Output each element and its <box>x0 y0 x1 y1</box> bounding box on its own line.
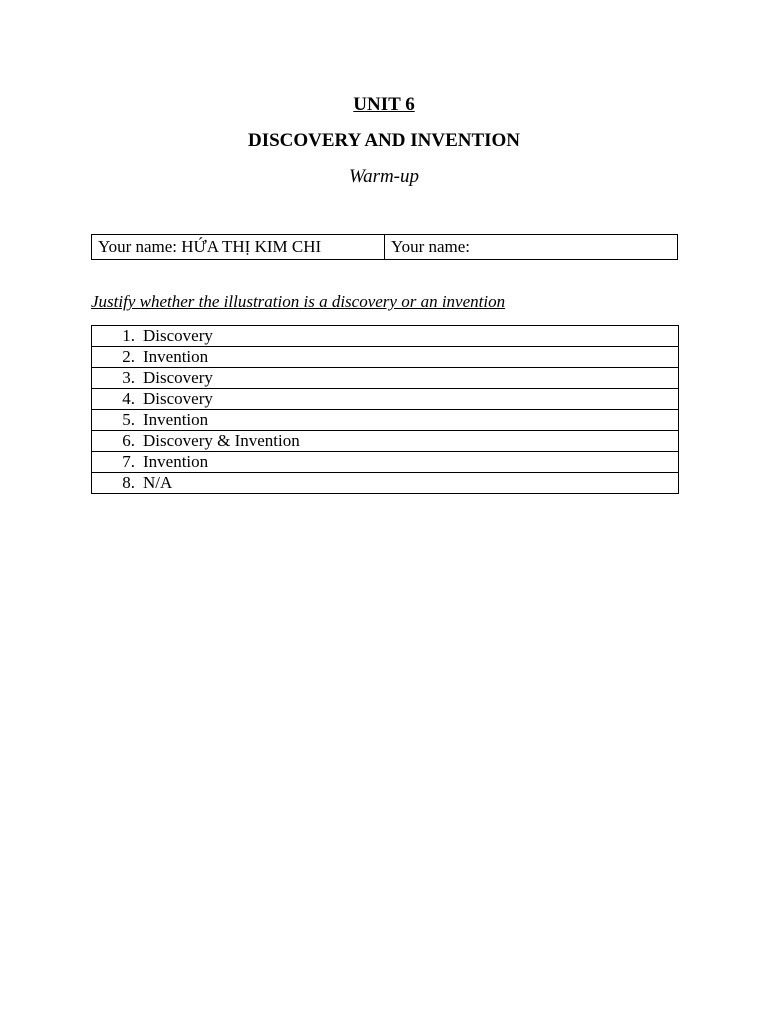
answer-cell <box>92 473 679 494</box>
answer-text: Discovery <box>143 389 213 408</box>
answer-cell <box>92 431 679 452</box>
answer-number: 3. <box>122 368 135 387</box>
name-table-row <box>92 235 678 260</box>
answer-text: N/A <box>143 473 173 492</box>
name-table <box>91 234 678 260</box>
answer-text: Invention <box>143 410 209 429</box>
table-row <box>92 410 679 431</box>
table-row <box>92 473 679 494</box>
answer-cell <box>92 368 679 389</box>
table-row <box>92 431 679 452</box>
answer-cell <box>92 347 679 368</box>
answer-number: 1. <box>122 326 135 345</box>
subtitle: Warm-up <box>348 166 420 187</box>
table-row <box>92 368 679 389</box>
name-cell-2: Your name: <box>385 235 678 260</box>
table-row <box>92 452 679 473</box>
answer-text: Discovery & Invention <box>143 431 300 450</box>
answer-number: 6. <box>122 431 135 450</box>
answer-number: 2. <box>122 347 135 366</box>
answer-cell <box>92 410 679 431</box>
answer-text: Invention <box>143 347 209 366</box>
answer-number: 7. <box>122 452 135 471</box>
answers-table <box>91 325 679 494</box>
answer-number: 8. <box>122 473 135 492</box>
answer-cell <box>92 326 679 347</box>
answer-number: 5. <box>122 410 135 429</box>
answer-number: 4. <box>122 389 135 408</box>
table-row <box>92 389 679 410</box>
name-cell-1: Your name: HỨA THỊ KIM CHI <box>92 235 385 260</box>
answer-cell <box>92 389 679 410</box>
unit-title: UNIT 6 <box>353 94 415 115</box>
answer-text: Invention <box>143 452 209 471</box>
table-row <box>92 326 679 347</box>
main-title: DISCOVERY AND INVENTION <box>247 130 521 151</box>
table-row <box>92 347 679 368</box>
instruction-text: Justify whether the illustration is a discovery or an invention <box>91 292 506 311</box>
answer-text: Discovery <box>143 326 213 345</box>
answer-text: Discovery <box>143 368 213 387</box>
answer-cell <box>92 452 679 473</box>
